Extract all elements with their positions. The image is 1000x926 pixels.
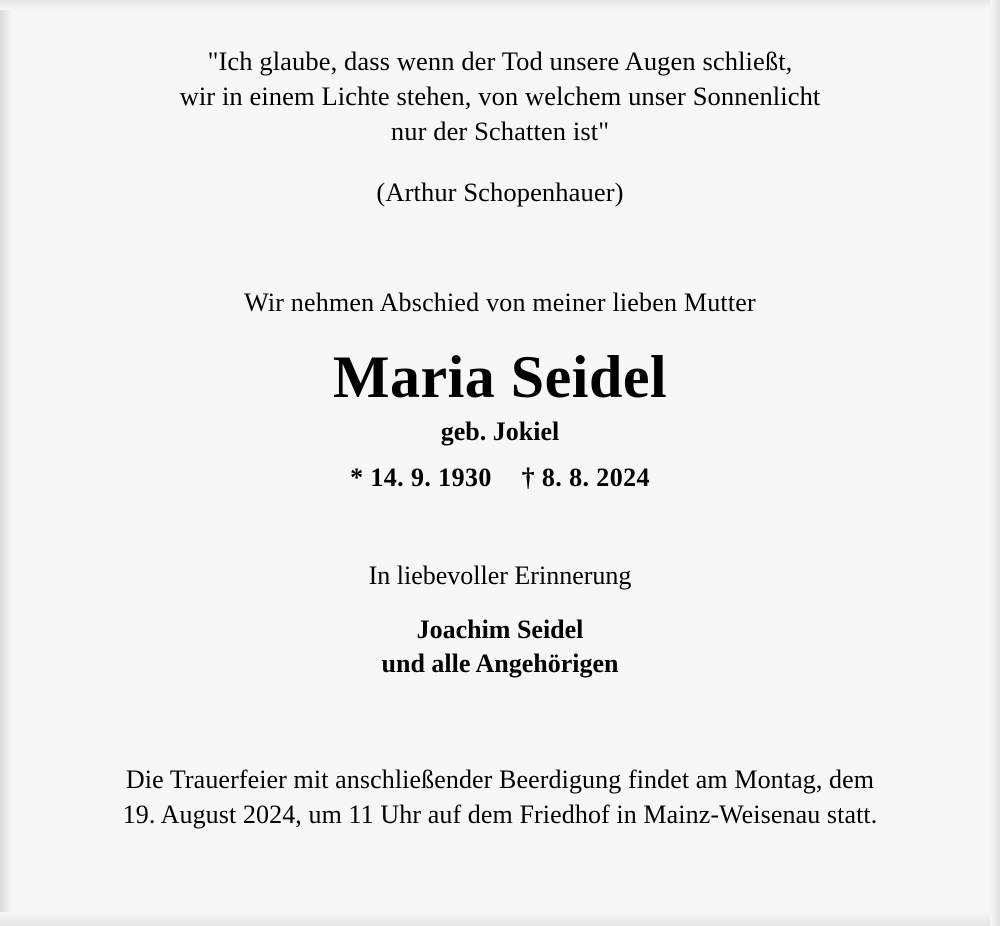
- survivor-primary: Joachim Seidel: [416, 614, 584, 644]
- quotation-line-1: "Ich glaube, dass wenn der Tod unsere Augen schließt,: [207, 46, 793, 76]
- life-dates: [58, 463, 942, 493]
- quotation-line-2: wir in einem Lichte stehen, von welchem unser Sonnenlicht: [179, 80, 821, 111]
- intro-text: Wir nehmen Abschied von meiner lieben Mutter: [244, 287, 756, 317]
- ceremony-details: [58, 762, 942, 832]
- quotation-line-3: nur der Schatten ist": [390, 115, 610, 146]
- ceremony-line-2: 19. August 2024, um 11 Uhr auf dem Friedhof in Mainz-Weisenau statt.: [122, 799, 878, 829]
- memory-text: In liebevoller Erinnerung: [368, 560, 632, 590]
- survivor-others: und alle Angehörigen: [381, 649, 619, 679]
- deceased-name: Maria Seidel: [332, 343, 668, 410]
- deceased-maiden-name: geb. Jokiel: [440, 416, 560, 446]
- ceremony-line-1: Die Trauerfeier mit anschließender Beerdigung findet am Montag, dem: [125, 764, 875, 794]
- page-bottom-edge: [0, 912, 1000, 926]
- death-date: † 8. 8. 2024: [521, 462, 650, 492]
- quotation-author: (Arthur Schopenhauer): [376, 176, 624, 207]
- quotation: [58, 44, 942, 210]
- survivors-block: [58, 613, 942, 682]
- birth-date: * 14. 9. 1930: [350, 462, 492, 492]
